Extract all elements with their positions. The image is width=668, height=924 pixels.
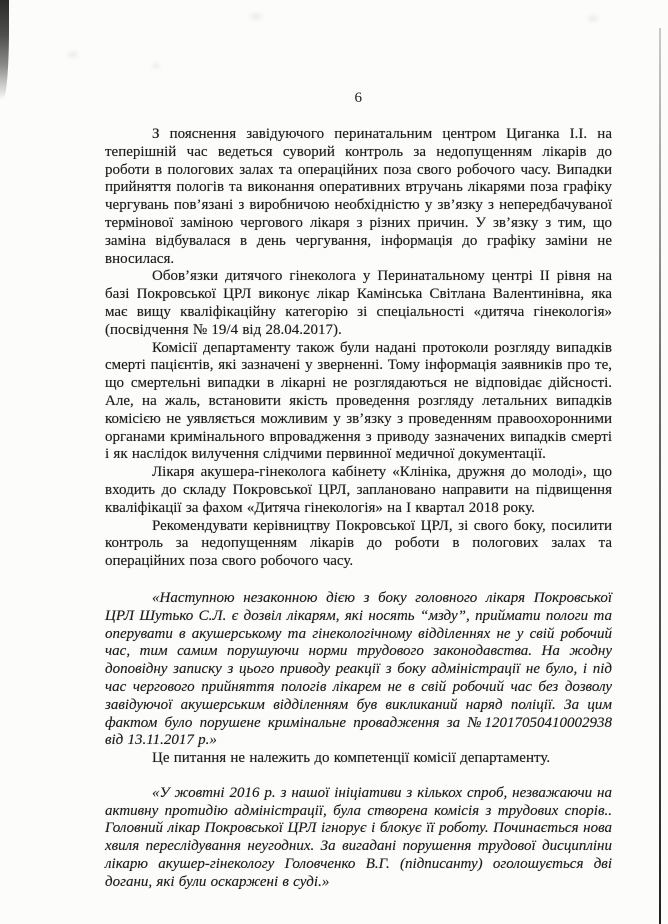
paragraph-clinic-friendly-to-youth: Лікаря акушера-гінеколога кабінету «Клініка, дружня до молоді», що входить до складу Покровської ЦРЛ, заплановано направити на підвищення кваліфікації за фахом «Дитяча гінекологія» на І квартал 2018 року. [105, 464, 612, 516]
document-body [105, 126, 612, 892]
quote-illegal-action-chief-doctor: «Наступною незаконною дією з боку головного лікаря Покровської ЦРЛ Шутько С.Л. є дозвіл лікарям, які носять “мзду”, приймати пологи та оперувати в акушерському та гінекологічному відділеннях не у свій робочий час, тим самим порушуючи норми трудового законодавства. На жодну доповідну записку з цього приводу реакції з боку адміністрації не було, і під час чергового прийняття пологів лікарем не в свій робочий час без дозволу завідуючої акушерським відділенням був викликаний наряд поліції. За цим фактом було порушене кримінальне провадження за №12017050410002938 від 13.11.2017 р.» [105, 589, 612, 749]
quote-labor-dispute-commission: «У жовтні 2016 р. з нашої ініціативи з кількох спроб, незважаючи на активну протидію адміністрації, була створена комісія з трудових спорів.. Головний лікар Покровської ЦРЛ ігнорує і блокує її роботу. Починається нова хвиля переслідування неугодних. За вигадані порушення трудової дисципліни лікарю акушер-гінекологу Головченко В.Г. (підписанту) оголошується дві догани, які були оскаржені в суді.» [105, 784, 612, 890]
scan-smudge [68, 52, 78, 57]
scan-smudge [588, 16, 598, 21]
scan-smudge [152, 64, 160, 68]
paragraph-pediatric-gynecologist-duties: Обов’язки дитячого гінеколога у Перинатальному центрі ІІ рівня на базі Покровської ЦРЛ виконує лікар Камінська Світлана Валентинівна, яка має вищу кваліфікаційну категорію зі спеціальності «дитяча гінекологія» (посвідчення № 19/4 від 28.04.2017). [105, 268, 612, 338]
scan-artifact-corner-mark [0, 0, 9, 100]
scan-artifact-page-edge-line [659, 28, 661, 924]
scan-smudge [250, 14, 262, 19]
page-number: 6 [354, 90, 363, 106]
paragraph-death-case-protocols: Комісії департаменту також були надані протоколи розгляду випадків смерті пацієнтів, які зазначені у зверненні. Тому інформація заявників про те, що смертельні випадки в лікарні не розглядаються не відповідає дійсності. Але, на жаль, встановити якість проведення розгляду летальних випадків комісією не уявляється можливим у зв’язку з проведенням правоохоронними органами кримінального впровадження з приводу зазначених випадків смерті і як наслідок вилучення слідчими первинної медичної документації. [105, 339, 612, 463]
paragraph-explanation-perinatal-center: З пояснення завідуючого перинатальним центром Циганка І.І. на теперішній час ведеться суворий контроль за недопущенням лікарів до роботи в пологових залах та операційних поза свого робочого часу. Випадки прийняття пологів та виконання оперативних втручань лікарями поза графіку чергувань пов’язані з виробничою необхідністю у зв’язку з непередбачуваної термінової заміною чергового лікаря з різних причин. У зв’язку з тим, що заміна відбувалася в день чергування, інформація до графіку заміни не вносилася. [105, 126, 612, 267]
paragraph-recommendation: Рекомендувати керівництву Покровської ЦРЛ, зі свого боку, посилити контроль за недопущенням лікарів до роботи в пологових залах та операційних поза свого робочого часу. [105, 517, 612, 570]
paragraph-not-in-competence: Це питання не належить до компетенції комісії департаменту. [152, 750, 551, 767]
